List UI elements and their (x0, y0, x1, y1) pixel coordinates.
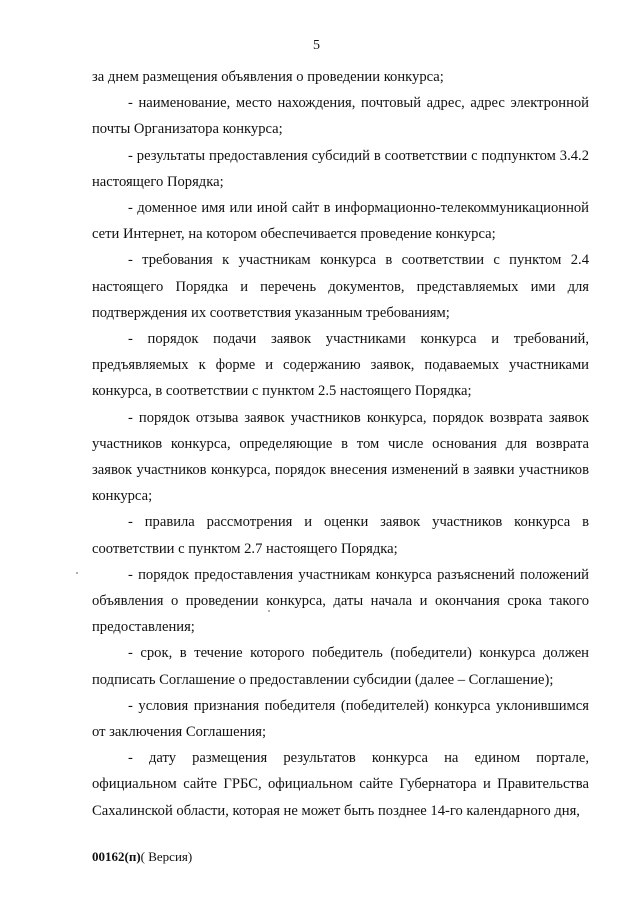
document-code: 00162(п) (92, 849, 141, 864)
scan-speck (76, 572, 78, 574)
paragraph-participant-requirements: - требования к участникам конкурса в соответствии с пунктом 2.4 настоящего Порядка и перечень документов, представляемых ими для подтверждения их соответствия указанным требованиям; (92, 252, 589, 321)
paragraph-agreement-deadline: - срок, в течение которого победитель (победители) конкурса должен подписать Соглашение о предоставлении субсидии (далее – Соглашение); (92, 645, 589, 688)
paragraph-evaluation-rules: - правила рассмотрения и оценки заявок участников конкурса в соответствии с пунктом 2.7 настоящего Порядка; (92, 514, 589, 557)
paragraph-application-withdrawal: - порядок отзыва заявок участников конкурса, порядок возврата заявок участников конкурса, определяющие в том числе основания для возврата заявок участников конкурса, порядок внесения изменений в заявки участников конкурса; (92, 409, 589, 505)
paragraph-results-publication: - дату размещения результатов конкурса на едином портале, официальном сайте ГРБС, официальном сайте Губернатора и Правительства Сахалинской области, которая не может быть позднее 14-го календарного дня, (92, 750, 589, 819)
paragraph-domain-name: - доменное имя или иной сайт в информационно-телекоммуникационной сети Интернет, на котором обеспечивается проведение конкурса; (92, 200, 589, 243)
paragraph-subsidy-results: - результаты предоставления субсидий в соответствии с подпунктом 3.4.2 настоящего Порядка; (92, 147, 589, 190)
paragraph-application-procedure: - порядок подачи заявок участниками конкурса и требований, предъявляемых к форме и содержанию заявок, подаваемых участниками конкурса, в соответствии с пунктом 2.5 настоящего Порядка; (92, 331, 589, 400)
document-footer (92, 849, 192, 865)
page-number: 5 (313, 38, 320, 53)
scan-speck (268, 610, 270, 612)
paragraph-evasion-conditions: - условия признания победителя (победителей) конкурса уклонившимся от заключения Соглашения; (92, 697, 589, 741)
paragraph-continuation: за днем размещения объявления о проведении конкурса; (92, 69, 444, 85)
document-body (92, 64, 589, 824)
paragraph-clarifications: - порядок предоставления участникам конкурса разъяснений положений объявления о проведении конкурса, даты начала и окончания срока такого предоставления; (92, 566, 589, 636)
paragraph-organizer-contacts: - наименование, место нахождения, почтовый адрес, адрес электронной почты Организатора конкурса; (92, 95, 589, 138)
document-version: ( Версия) (140, 849, 193, 864)
